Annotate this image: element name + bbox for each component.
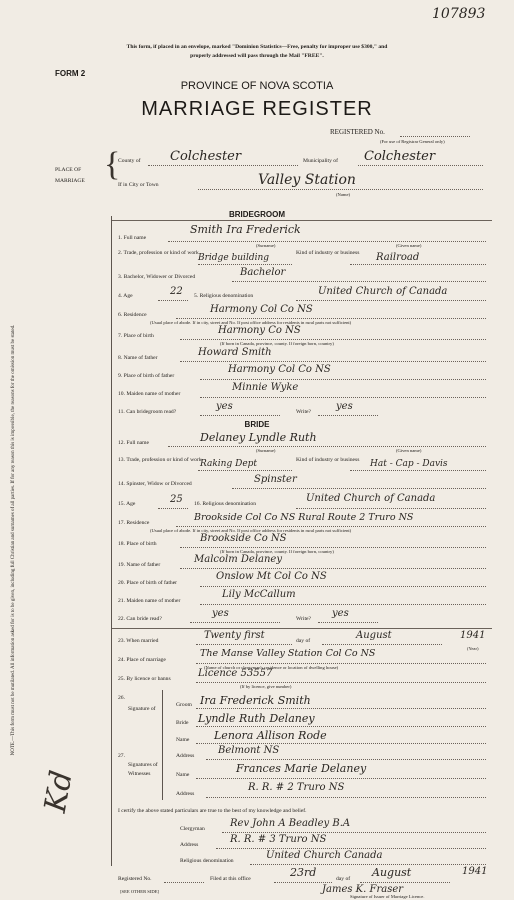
groom-marital-status: Bachelor — [240, 267, 286, 278]
issuer-caption: Signature of Issuer of Marriage Licence. — [350, 894, 425, 899]
bride-given-caption: (Given name) — [396, 448, 422, 453]
clergyman-address-label: Address — [180, 842, 199, 848]
city-value: Valley Station — [258, 172, 356, 188]
field-6-label: Residence — [123, 312, 147, 318]
when-married-month: August — [356, 630, 392, 641]
residence-caption: (Usual place of abode. If in city, street and No. If post office address for residents in rural parts not sufficient) — [150, 320, 352, 325]
field-19-number: 19. — [118, 562, 125, 568]
filed-day-of: day of — [336, 876, 351, 882]
field-2-number: 2. — [118, 250, 123, 256]
field-12-label: Full name — [126, 440, 149, 446]
clergyman-label: Clergyman — [180, 826, 205, 832]
postage-notice-line2: properly addressed will pass through the Mail "FREE". — [190, 53, 324, 59]
field-2-label: Trade, profession or kind of work — [123, 250, 199, 256]
witness1-address: Belmont NS — [218, 745, 280, 756]
groom-residence: Harmony Col Co NS — [210, 304, 313, 315]
field-4-number: 4. — [118, 293, 123, 299]
field-15-number: 15. — [118, 501, 125, 507]
witness2-address-label: Address — [176, 791, 195, 797]
field-8-label: Name of father — [123, 355, 158, 361]
groom-write-label: Write? — [296, 409, 311, 415]
groom-mother: Minnie Wyke — [232, 382, 299, 393]
page-title: MARRIAGE REGISTER — [141, 98, 373, 120]
bride-religion: United Church of Canada — [306, 493, 436, 504]
groom-signature: Ira Frederick Smith — [200, 694, 311, 707]
groom-can-read: yes — [216, 401, 233, 412]
year-caption: (Year) — [467, 646, 479, 651]
field-13-number: 13. — [118, 457, 125, 463]
county-label: County of — [118, 158, 141, 164]
groom-can-write: yes — [336, 401, 353, 412]
field-10-label: Maiden name of mother — [126, 391, 181, 397]
field-20-number: 20. — [118, 580, 125, 586]
margin-mark: Kd — [37, 767, 80, 816]
witness-heading-2: Witnesses — [128, 771, 151, 777]
field-7-label: Place of birth — [123, 333, 154, 339]
municipality-value: Colchester — [364, 149, 436, 164]
licence-caption: (If by licence, give number) — [240, 684, 292, 689]
field-4-label: Age — [123, 293, 133, 299]
field-20-label: Place of birth of father — [126, 580, 178, 586]
bride-residence-caption: (Usual place of abode. If in city, street and No. If post office address for residents in rural parts not sufficient) — [150, 528, 352, 533]
clergy-religion-label: Religious denomination — [180, 858, 234, 864]
bride-birthplace: Brookside Co NS — [200, 533, 287, 544]
field-12-number: 12. — [118, 440, 125, 446]
field-18-number: 18. — [118, 541, 125, 547]
filed-year: 1941 — [462, 866, 488, 877]
signature-heading: Signature of — [128, 706, 156, 712]
county-value: Colchester — [170, 149, 242, 164]
field-14-number: 14. — [118, 481, 125, 487]
field-18-label: Place of birth — [126, 541, 157, 547]
bride-heading: BRIDE — [244, 420, 270, 429]
birthplace-caption: (If born in Canada, province, county. If foreign born, country) — [220, 341, 334, 346]
witness2-name-label: Name — [176, 772, 190, 778]
municipality-label: Municipality of — [303, 158, 338, 164]
registered-no-label: REGISTERED No. — [330, 128, 385, 136]
witness1-name: Lenora Allison Rode — [214, 729, 327, 742]
witness1-name-label: Name — [176, 737, 190, 743]
place-label-1: PLACE OF — [55, 167, 82, 173]
groom-trade: Bridge building — [198, 253, 270, 263]
field-21-label: Maiden name of mother — [126, 598, 181, 604]
field-3-label: Bachelor, Widower or Divorced — [123, 274, 196, 280]
field-11-number: 11. — [118, 409, 125, 415]
field-10-number: 10. — [118, 391, 125, 397]
field-19-label: Name of father — [126, 562, 161, 568]
field-6-number: 6. — [118, 312, 123, 318]
surname-caption: (Surname) — [256, 243, 276, 248]
licence-label: 25. By licence or banns — [118, 676, 171, 682]
document-number: 107893 — [432, 6, 486, 22]
groom-industry: Railroad — [376, 252, 420, 263]
groom-age: 22 — [170, 286, 183, 297]
given-name-caption: (Given name) — [396, 243, 422, 248]
side-note: NOTE.—This form must not be mutilated. All information asked for is to be given, including full Christian and surnames of all parties. If for any reason this is impossible, the reasons for the omission must be stated. — [11, 324, 16, 756]
witness-number: 27. — [118, 753, 125, 759]
field-8-number: 8. — [118, 355, 123, 361]
field-13-label: Trade, profession or kind of work — [126, 457, 202, 463]
licence-value: Licence 53557 — [198, 668, 273, 679]
field-3-number: 3. — [118, 274, 123, 280]
issuer-signature: James K. Fraser — [322, 884, 404, 895]
field-1-label: Full name — [123, 235, 147, 241]
witness1-address-label: Address — [176, 753, 195, 759]
field-11-label: Can bridegroom read? — [126, 409, 177, 415]
bride-can-read: yes — [212, 608, 229, 619]
field-17-label: Residence — [126, 520, 150, 526]
field-15-label: Age — [126, 501, 136, 507]
bride-industry: Hat - Cap - Davis — [370, 459, 448, 469]
witness2-address: R. R. # 2 Truro NS — [248, 782, 345, 793]
bride-mother: Lily McCallum — [222, 589, 296, 600]
when-married-day: Twenty first — [204, 630, 265, 641]
form-number: FORM 2 — [55, 69, 86, 78]
clergyman-address: R. R. # 3 Truro NS — [230, 834, 327, 845]
groom-industry-label: Kind of industry or business — [296, 250, 360, 256]
filed-day: 23rd — [290, 866, 317, 879]
bride-father: Malcolm Delaney — [194, 554, 282, 565]
bride-religion-label: 16. Religious denomination — [194, 501, 256, 507]
field-22-label: Can bride read? — [126, 616, 162, 622]
groom-full-name: Smith Ira Frederick — [190, 223, 301, 236]
when-married-year: 1941 — [460, 630, 486, 641]
place-of-marriage-value: The Manse Valley Station Col Co NS — [200, 648, 376, 659]
bride-full-name: Delaney Lyndle Ruth — [200, 431, 317, 444]
field-9-label: Place of birth of father — [123, 373, 175, 379]
city-label: If in City or Town — [118, 182, 159, 188]
signature-number: 26. — [118, 695, 125, 701]
postage-notice-line1: This form, if placed in an envelope, marked "Dominion Statistics—Free, penalty for improper use $300," and — [126, 44, 388, 50]
clergyman-name: Rev John A Beadley B.A — [230, 818, 351, 829]
field-22-number: 22. — [118, 616, 125, 622]
bride-father-birthplace: Onslow Mt Col Co NS — [216, 571, 327, 582]
place-of-marriage-caption: (Name of church or clergyman's residence or location of dwelling house) — [204, 665, 339, 670]
bride-signature: Lyndle Ruth Delaney — [198, 712, 315, 725]
field-17-number: 17. — [118, 520, 125, 526]
field-1-number: 1. — [118, 235, 123, 241]
filed-label: Filed at this office — [210, 876, 251, 882]
field-7-number: 7. — [118, 333, 123, 339]
bridegroom-heading: BRIDEGROOM — [229, 210, 285, 219]
bride-industry-label: Kind of industry or business — [296, 457, 360, 463]
field-21-number: 21. — [118, 598, 125, 604]
groom-religion: United Church of Canada — [318, 286, 448, 297]
bride-signature-label: Bride — [176, 720, 189, 726]
bride-trade: Raking Dept — [200, 459, 258, 469]
bride-marital-status: Spinster — [254, 474, 297, 485]
clergy-religion: United Church Canada — [266, 850, 383, 861]
filed-month: August — [372, 866, 412, 879]
groom-signature-label: Groom — [176, 702, 192, 708]
bride-surname-caption: (Surname) — [256, 448, 276, 453]
bride-can-write: yes — [332, 608, 349, 619]
place-label-2: MARRIAGE — [55, 178, 85, 184]
province-heading: PROVINCE OF NOVA SCOTIA — [180, 80, 334, 92]
bride-age: 25 — [170, 494, 183, 505]
bride-birthplace-caption: (If born in Canada, province, county. If foreign born, country) — [220, 549, 334, 554]
certification-statement: I certify the above stated particulars are true to the best of my knowledge and belief. — [118, 808, 307, 814]
witness-heading-1: Signatures of — [128, 762, 158, 768]
when-married-label: 23. When married — [118, 638, 159, 644]
field-9-number: 9. — [118, 373, 123, 379]
name-caption: (Name) — [336, 192, 351, 197]
place-of-marriage-label: 24. Place of marriage — [118, 657, 166, 663]
bride-write-label: Write? — [296, 616, 311, 622]
groom-father-birthplace: Harmony Col Co NS — [228, 364, 331, 375]
when-day-of: day of — [296, 638, 311, 644]
registered-no-note: (For use of Registrar General only) — [380, 139, 445, 144]
field-14-label: Spinster, Widow or Divorced — [126, 481, 192, 487]
registered-no-footer-label: Registered No. — [118, 876, 152, 882]
bride-residence: Brookside Col Co NS Rural Route 2 Truro NS — [194, 512, 414, 523]
groom-religion-label: 5. Religious denomination — [194, 293, 254, 299]
groom-birthplace: Harmony Co NS — [218, 325, 301, 336]
groom-father: Howard Smith — [198, 347, 272, 358]
witness2-name: Frances Marie Delaney — [236, 762, 367, 775]
footer-note: [SEE OTHER SIDE] — [120, 889, 160, 894]
place-brace: { — [104, 146, 121, 183]
